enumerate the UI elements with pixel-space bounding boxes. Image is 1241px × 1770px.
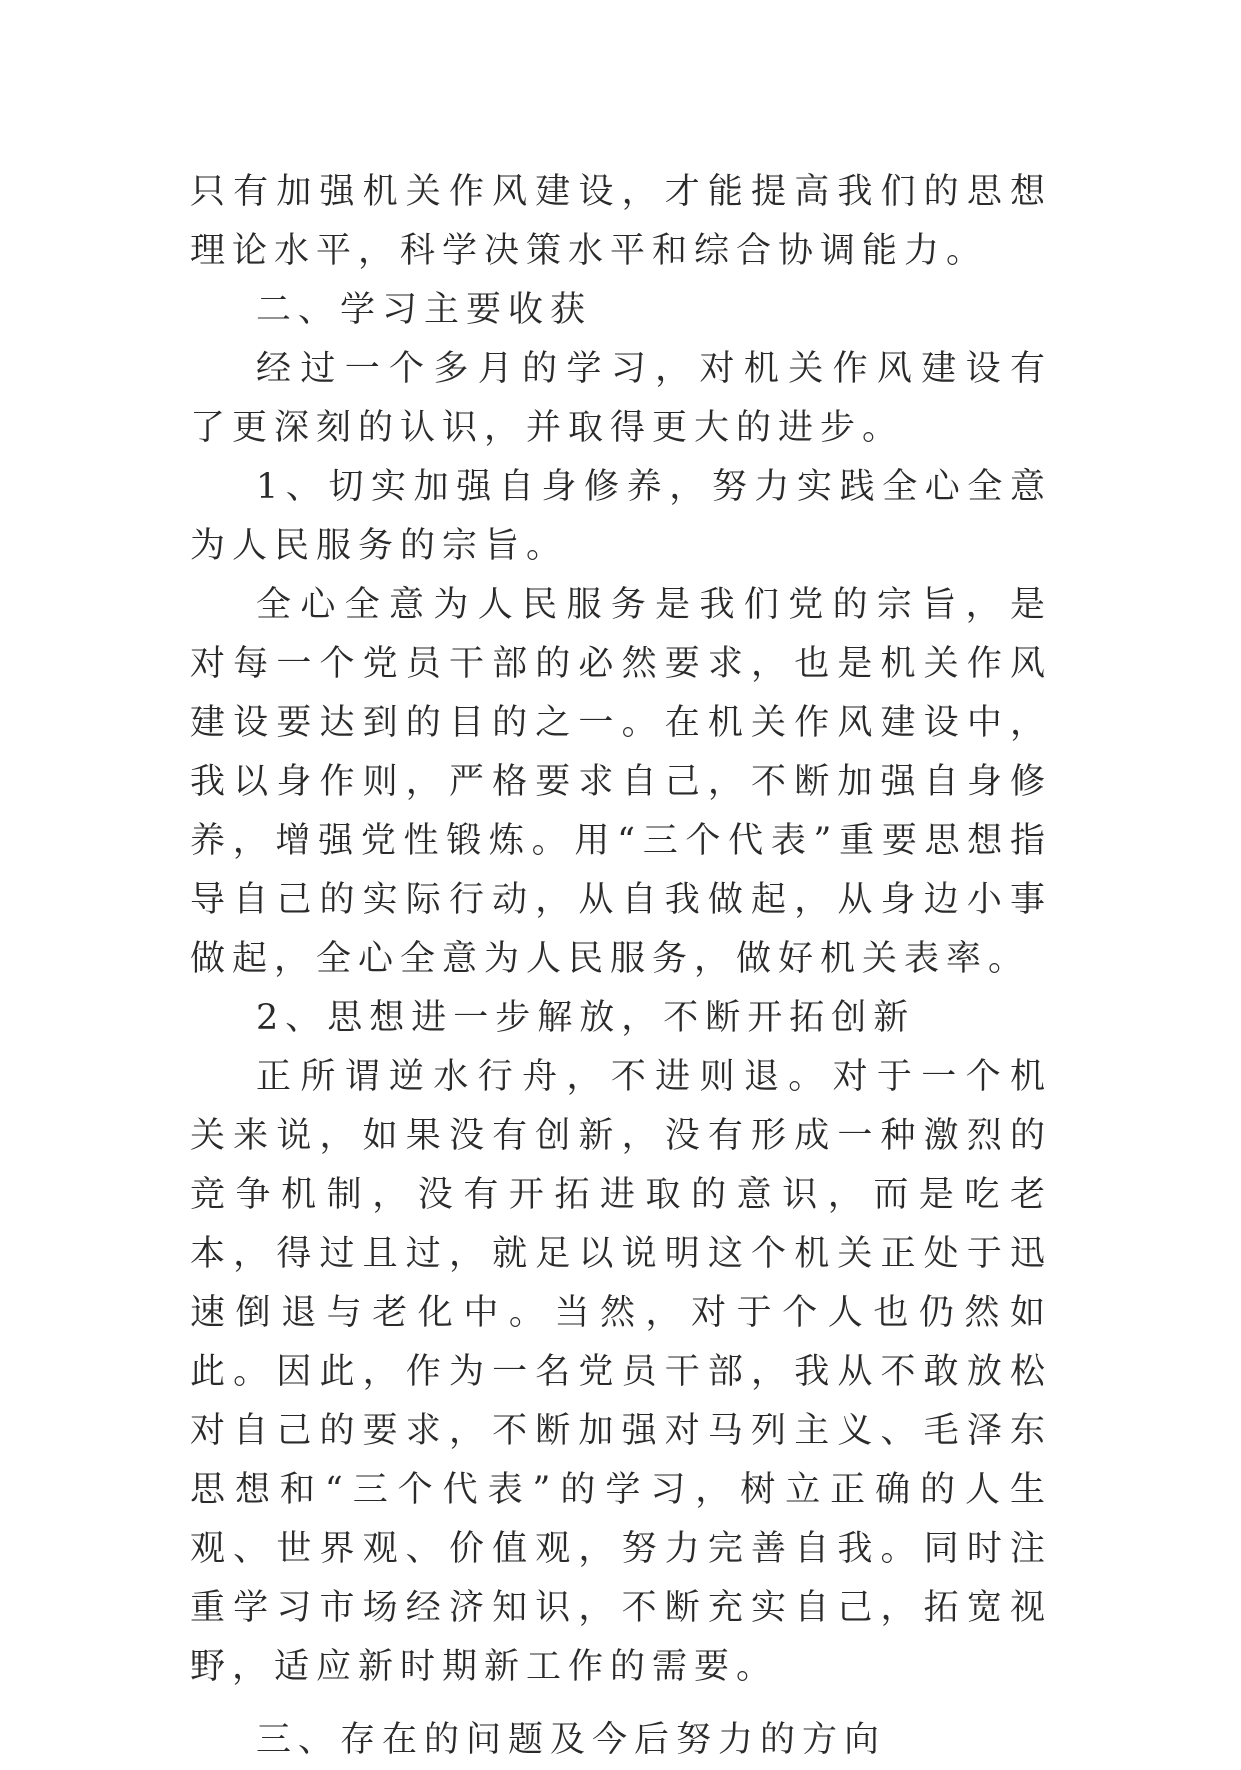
document-body: [190, 163, 1052, 1770]
subheading-self-cultivation: 1、切实加强自身修养，努力实践全心全意为人民服务的宗旨。: [190, 467, 1052, 566]
section-heading-learning-gains: 二、学习主要收获: [256, 290, 593, 330]
paragraph-learning-intro: 经过一个多月的学习，对机关作风建设有了更深刻的认识，并取得更大的进步。: [190, 349, 1052, 448]
subheading-innovation: 2、思想进一步解放，不断开拓创新: [256, 998, 916, 1038]
paragraph-serve-people: 全心全意为人民服务是我们党的宗旨，是对每一个党员干部的必然要求，也是机关作风建设要达到的目的之一。在机关作风建设中，我以身作则，严格要求自己，不断加强自身修养，增强党性锻炼。用“三个代表”重要思想指导自己的实际行动，从自我做起，从身边小事做起，全心全意为人民服务，做好机关表率。: [190, 585, 1052, 979]
paragraph-conclusion: 只有加强机关作风建设，才能提高我们的思想理论水平，科学决策水平和综合协调能力。: [190, 172, 1052, 271]
section-heading-problems: 三、存在的问题及今后努力的方向: [256, 1720, 887, 1760]
paragraph-innovation: 正所谓逆水行舟，不进则退。对于一个机关来说，如果没有创新，没有形成一种激烈的竞争机制，没有开拓进取的意识，而是吃老本，得过且过，就足以说明这个机关正处于迅速倒退与老化中。当然，对于个人也仍然如此。因此，作为一名党员干部，我从不敢放松对自己的要求，不断加强对马列主义、毛泽东思想和“三个代表”的学习，树立正确的人生观、世界观、价值观，努力完善自我。同时注重学习市场经济知识，不断充实自己，拓宽视野，适应新时期新工作的需要。: [190, 1057, 1052, 1687]
